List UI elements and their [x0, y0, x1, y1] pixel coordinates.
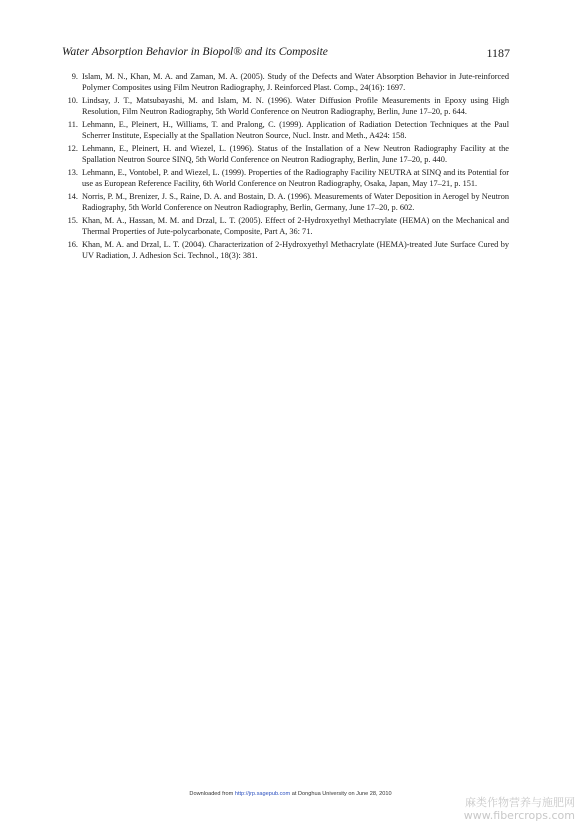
watermark-chinese: 麻类作物营养与施肥网	[465, 796, 575, 809]
footer-suffix: at Donghua University on June 28, 2010	[291, 791, 392, 797]
reference-number: 9.	[71, 72, 78, 81]
reference-number: 13.	[67, 168, 78, 177]
watermark	[464, 796, 575, 822]
reference-text: Islam, M. N., Khan, M. A. and Zaman, M. A. (2005). Study of the Defects and Water Absorption Behavior in Jute-reinforced Polymer Composites using Film Neutron Radiography, J. Reinforced Plast. Comp., 24(16): 1697.	[82, 72, 509, 92]
reference-number: 14.	[67, 192, 78, 201]
watermark-url: www.fibercrops.com	[463, 809, 575, 822]
running-header	[62, 46, 510, 62]
reference-item	[60, 192, 509, 213]
reference-text: Khan, M. A. and Drzal, L. T. (2004). Characterization of 2-Hydroxyethyl Methacrylate (HEMA)-treated Jute Surface Cured by UV Radiation, J. Adhesion Sci. Technol., 18(3): 381.	[82, 240, 509, 260]
reference-text: Norris, P. M., Brenizer, J. S., Raine, D. A. and Bostain, D. A. (1996). Measurements of Water Deposition in Aerogel by Neutron Radiography, 5th World Conference on Neutron Radiography, Berlin, Germany, June 17–20, p. 602.	[82, 192, 509, 212]
reference-item	[60, 240, 509, 261]
reference-item	[60, 96, 509, 117]
reference-text: Lehmann, E., Pleinert, H., Williams, T. and Pralong, C. (1999). Application of Radiation Detection Techniques at the Paul Scherrer Institute, Especially at the Spallation Neutron Source, Nucl. Instr. and Meth., A424: 158.	[82, 120, 509, 140]
footer-link[interactable]: http://jrp.sagepub.com	[234, 791, 291, 797]
reference-text: Khan, M. A., Hassan, M. M. and Drzal, L. T. (2005). Effect of 2-Hydroxyethyl Methacrylate (HEMA) on the Mechanical and Thermal Properties of Jute-polycarbonate, Composite, Part A, 36: 71.	[82, 216, 509, 236]
reference-item	[60, 168, 509, 189]
reference-text: Lindsay, J. T., Matsubayashi, M. and Islam, M. N. (1996). Water Diffusion Profile Measurements in Epoxy using High Resolution, Film Neutron Radiography, 5th World Conference on Neutron Radiography, Berlin, June 17–20, p. 644.	[82, 96, 509, 116]
reference-item	[60, 72, 509, 93]
reference-number: 11.	[67, 120, 78, 129]
reference-text: Lehmann, E., Vontobel, P. and Wiezel, L. (1999). Properties of the Radiography Facility NEUTRA at SINQ and its Potential for use as European Reference Facility, 6th World Conference on Neutron Radiography, Osaka, Japan, May 17–21, p. 151.	[82, 168, 509, 188]
reference-item	[60, 120, 509, 141]
reference-text: Lehmann, E., Pleinert, H. and Wiezel, L. (1996). Status of the Installation of a New Neutron Radiography Facility at the Spallation Neutron Source SINQ, 5th World Conference on Neutron Radiography, Berlin, June 17–20, p. 440.	[82, 144, 509, 164]
page-number: 1187	[486, 46, 510, 60]
footer-prefix: Downloaded from	[189, 791, 234, 797]
reference-number: 15.	[67, 216, 78, 225]
reference-number: 10.	[67, 96, 78, 105]
reference-item	[60, 216, 509, 237]
reference-number: 12.	[67, 144, 78, 153]
reference-number: 16.	[67, 240, 78, 249]
reference-item	[60, 144, 509, 165]
reference-list	[60, 72, 509, 264]
running-title: Water Absorption Behavior in Biopol® and its Composite	[62, 46, 328, 58]
